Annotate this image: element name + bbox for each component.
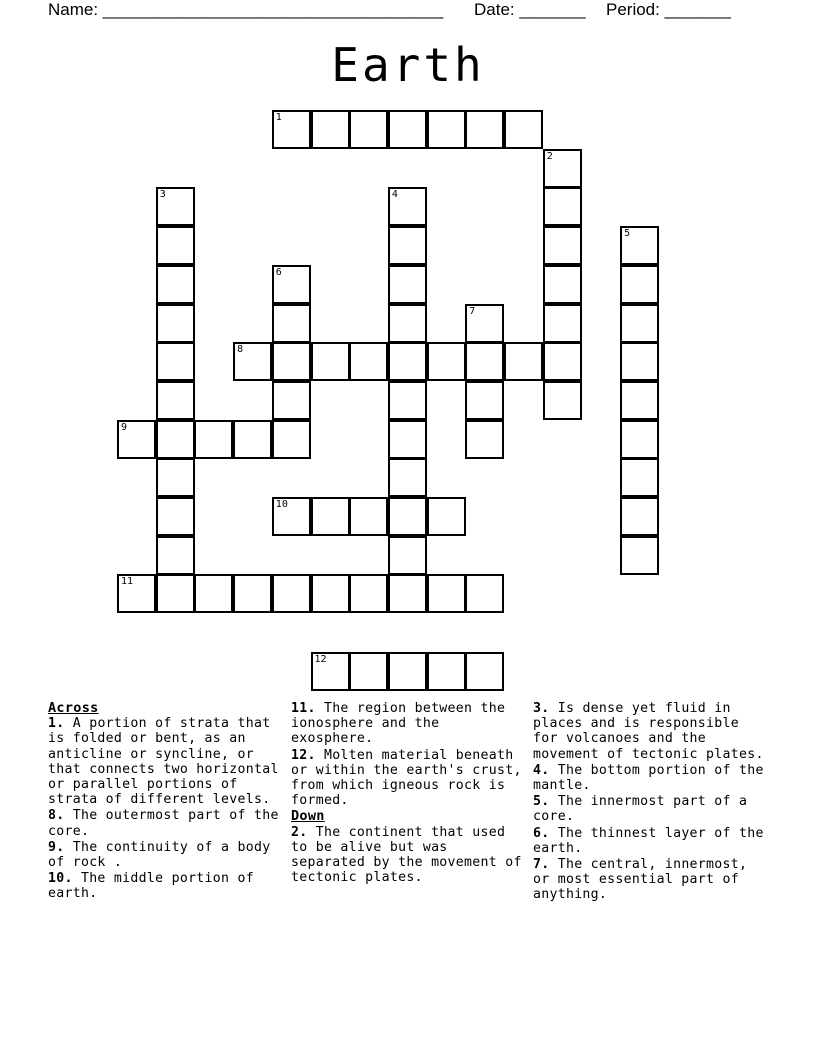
clue-text: The outermost part of the core. [48, 808, 279, 839]
grid-cell[interactable] [620, 226, 659, 265]
clue-text: The continuity of a body of rock . [48, 839, 271, 871]
name-field-label: Name: ____________________________________ [48, 0, 444, 19]
grid-cell[interactable] [349, 574, 388, 613]
clue-text: A portion of strata that is folded or bent, as an anticline or syncline, or that connects two horizontal or parallel portions of strata of different levels. [48, 716, 279, 808]
clue-text: The thinnest layer of the earth. [533, 825, 764, 856]
clue-column-3 [533, 701, 769, 904]
grid-cell[interactable] [311, 652, 350, 691]
clue-text: The central, innermost, or most essential part of anything. [533, 857, 748, 903]
clue-down-3 [533, 701, 769, 762]
grid-cell[interactable] [272, 574, 311, 613]
grid-cell[interactable] [194, 420, 233, 459]
grid-cell[interactable] [311, 574, 350, 613]
grid-cell[interactable] [465, 342, 504, 381]
grid-cell[interactable] [233, 574, 272, 613]
grid-cell[interactable] [156, 420, 195, 459]
clue-number: 10. [48, 871, 73, 887]
grid-cell[interactable] [117, 420, 156, 459]
grid-cell[interactable] [427, 574, 466, 613]
grid-cell[interactable] [156, 265, 195, 304]
cell-number: 10 [275, 499, 288, 510]
grid-cell[interactable] [349, 652, 388, 691]
grid-cell[interactable] [543, 342, 582, 381]
clue-text: Molten material beneath or within the earth's crust, from which igneous rock is formed. [291, 747, 522, 809]
grid-cell[interactable] [620, 458, 659, 497]
grid-cell[interactable] [620, 304, 659, 343]
clue-across-11 [291, 701, 527, 747]
cell-number: 3 [159, 189, 166, 201]
clue-across-12 [291, 748, 527, 809]
grid-cell[interactable] [388, 458, 427, 497]
grid-cell[interactable] [620, 536, 659, 575]
grid-cell[interactable] [272, 342, 311, 381]
grid-cell[interactable] [156, 381, 195, 420]
clue-across-10 [48, 871, 284, 901]
down-heading: Down [291, 808, 325, 825]
clue-column-2 [291, 701, 527, 886]
clue-text: The middle portion of earth. [48, 871, 254, 902]
clue-number: 9. [48, 839, 65, 855]
grid-cell[interactable] [620, 381, 659, 420]
grid-cell[interactable] [427, 497, 466, 536]
cell-number: 12 [314, 653, 327, 665]
cell-number: 6 [275, 266, 282, 278]
grid-cell[interactable] [272, 110, 311, 149]
grid-cell[interactable] [388, 110, 427, 149]
clue-down-6 [533, 826, 769, 856]
grid-cell[interactable] [620, 420, 659, 459]
cell-number: 8 [237, 344, 244, 356]
clue-down-2 [291, 825, 527, 886]
cell-number: 5 [624, 228, 631, 240]
grid-cell[interactable] [388, 342, 427, 381]
clue-number: 11. [291, 701, 316, 716]
puzzle-title: Earth [331, 38, 485, 92]
grid-cell[interactable] [233, 420, 272, 459]
grid-cell[interactable] [427, 110, 466, 149]
grid-cell[interactable] [156, 187, 195, 226]
clue-text: The region between the ionosphere and the exosphere. [291, 701, 506, 747]
clue-down-4 [533, 763, 769, 793]
grid-cell[interactable] [543, 187, 582, 226]
cell-number: 11 [121, 576, 134, 588]
grid-cell[interactable] [233, 342, 272, 381]
grid-cell[interactable] [117, 574, 156, 613]
grid-cell[interactable] [156, 226, 195, 265]
grid-cell[interactable] [465, 110, 504, 149]
grid-cell[interactable] [156, 574, 195, 613]
clue-across-8 [48, 808, 284, 838]
grid-cell[interactable] [620, 497, 659, 536]
grid-cell[interactable] [543, 381, 582, 420]
clue-number: 8. [48, 808, 65, 824]
clue-number: 1. [48, 716, 65, 732]
grid-cell[interactable] [156, 304, 195, 343]
grid-cell[interactable] [272, 265, 311, 304]
clue-number: 6. [533, 825, 550, 841]
clue-number: 7. [533, 857, 550, 873]
grid-cell[interactable] [272, 497, 311, 536]
grid-cell[interactable] [504, 342, 543, 381]
cell-number: 9 [121, 421, 128, 433]
grid-cell[interactable] [388, 420, 427, 459]
clue-across-1 [48, 716, 284, 807]
grid-cell[interactable] [156, 458, 195, 497]
grid-cell[interactable] [156, 497, 195, 536]
across-heading: Across [48, 700, 99, 716]
clue-number: 12. [291, 747, 316, 763]
clue-text: The bottom portion of the mantle. [533, 762, 764, 794]
grid-cell[interactable] [388, 652, 427, 691]
grid-cell[interactable] [465, 304, 504, 343]
period-field-label: Period: _______ [606, 0, 731, 19]
grid-cell[interactable] [388, 574, 427, 613]
grid-cell[interactable] [272, 420, 311, 459]
grid-cell[interactable] [311, 497, 350, 536]
clue-down-5 [533, 794, 769, 824]
grid-cell[interactable] [194, 574, 233, 613]
grid-cell[interactable] [465, 381, 504, 420]
grid-cell[interactable] [388, 265, 427, 304]
grid-cell[interactable] [388, 226, 427, 265]
grid-cell[interactable] [427, 342, 466, 381]
cell-number: 7 [469, 305, 476, 317]
clue-across-9 [48, 840, 284, 870]
grid-cell[interactable] [465, 574, 504, 613]
clue-column-1 [48, 701, 284, 903]
clue-text: The innermost part of a core. [533, 794, 748, 825]
grid-cell[interactable] [388, 536, 427, 575]
cell-number: 4 [391, 189, 398, 201]
clue-text: The continent that used to be alive but was separated by the movement of tectonic plates. [291, 824, 522, 886]
grid-cell[interactable] [311, 110, 350, 149]
grid-cell[interactable] [543, 265, 582, 304]
grid-cell[interactable] [465, 420, 504, 459]
grid-cell[interactable] [427, 652, 466, 691]
clue-number: 5. [533, 794, 550, 810]
clue-text: Is dense yet fluid in places and is responsible for volcanoes and the movement of tectonic plates. [533, 701, 764, 762]
grid-cell[interactable] [272, 381, 311, 420]
grid-cell[interactable] [388, 187, 427, 226]
grid-cell[interactable] [349, 342, 388, 381]
clue-number: 4. [533, 762, 550, 778]
clue-down-7 [533, 857, 769, 903]
grid-cell[interactable] [388, 497, 427, 536]
grid-cell[interactable] [388, 304, 427, 343]
grid-cell[interactable] [388, 381, 427, 420]
cell-number: 2 [546, 150, 553, 162]
grid-cell[interactable] [543, 304, 582, 343]
grid-cell[interactable] [311, 342, 350, 381]
cell-number: 1 [275, 112, 282, 123]
grid-cell[interactable] [504, 110, 543, 149]
grid-cell[interactable] [156, 536, 195, 575]
grid-cell[interactable] [349, 110, 388, 149]
grid-cell[interactable] [349, 497, 388, 536]
date-field-label: Date: _______ [474, 0, 586, 19]
grid-cell[interactable] [156, 342, 195, 381]
clue-number: 2. [291, 824, 308, 840]
grid-cell[interactable] [620, 265, 659, 304]
grid-cell[interactable] [465, 652, 504, 691]
grid-cell[interactable] [543, 149, 582, 188]
grid-cell[interactable] [620, 342, 659, 381]
grid-cell[interactable] [272, 304, 311, 343]
grid-cell[interactable] [543, 226, 582, 265]
clue-number: 3. [533, 701, 550, 716]
